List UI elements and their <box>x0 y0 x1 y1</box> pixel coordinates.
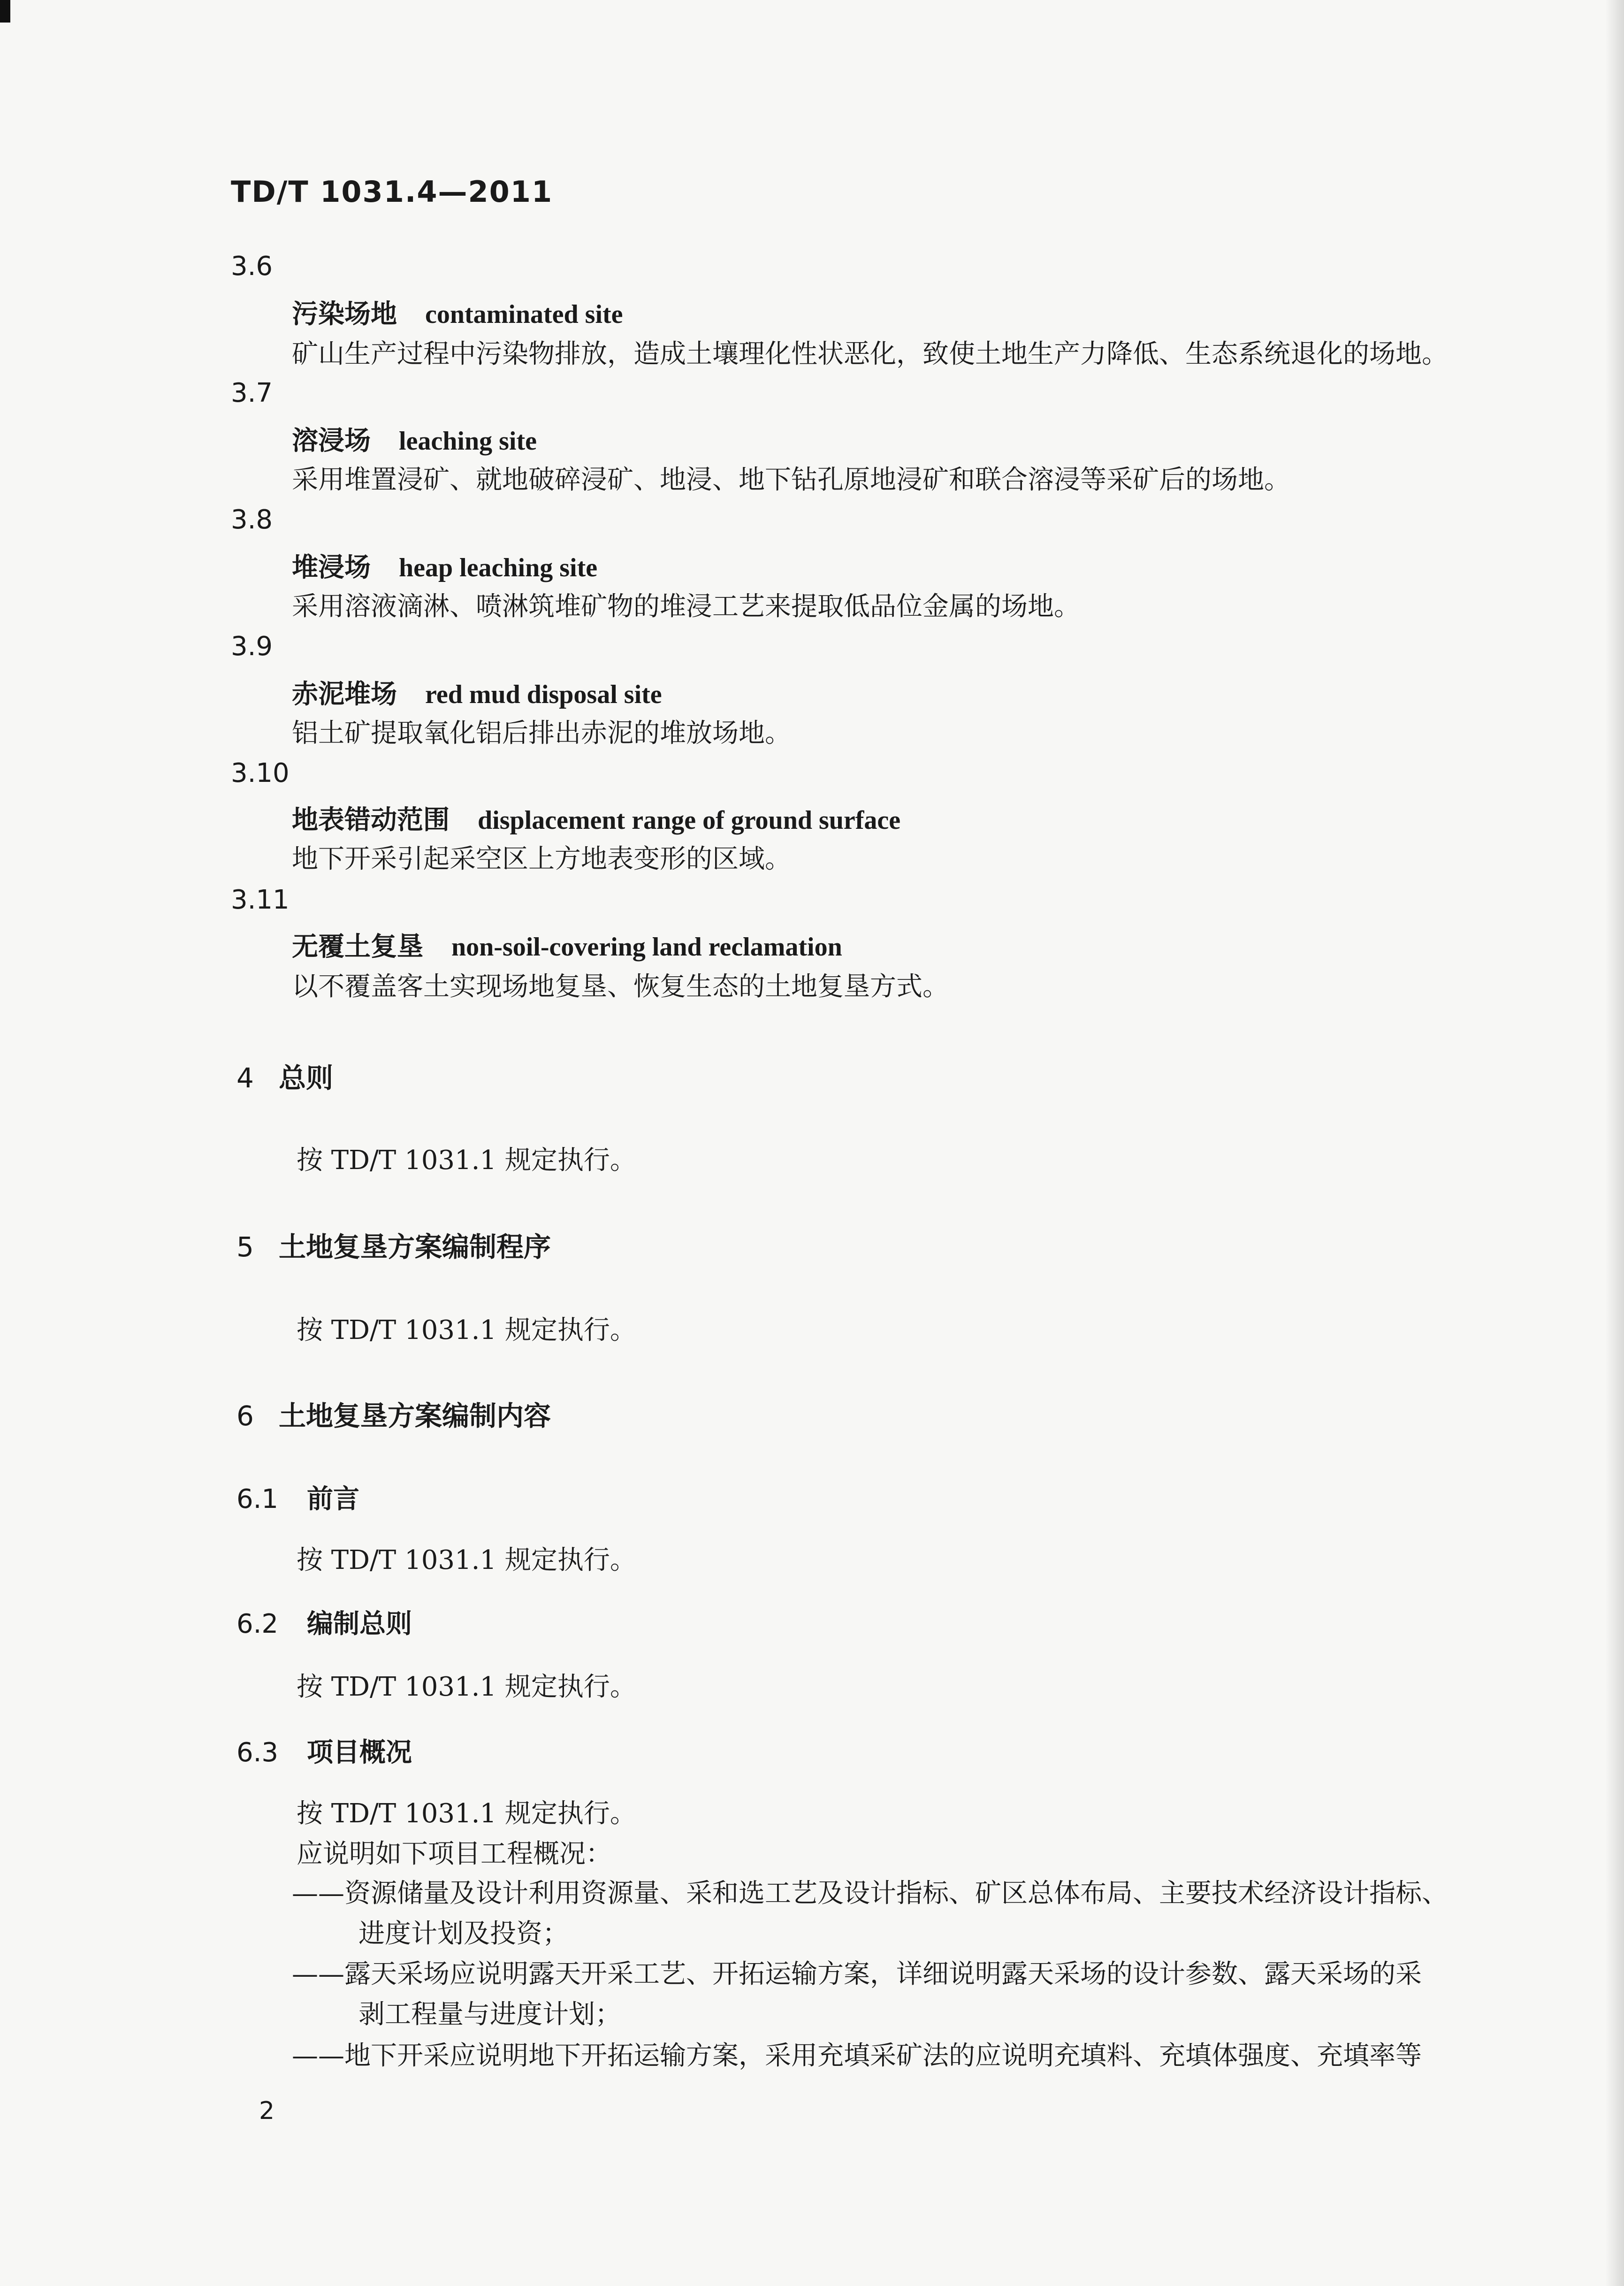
subsection-heading <box>236 1603 412 1641</box>
term-zh: 溶浸场 <box>292 425 371 456</box>
term-zh: 无覆土复垦 <box>292 931 423 962</box>
subsection-title: 编制总则 <box>307 1609 412 1639</box>
list-item: ——露天采场应说明露天开采工艺、开拓运输方案，详细说明露天采场的设计参数、露天采场的采 <box>292 1959 1422 1989</box>
term-definition: 采用堆置浸矿、就地破碎浸矿、地浸、地下钻孔原地浸矿和联合溶浸等采矿后的场地。 <box>292 465 1290 495</box>
term-heading <box>292 420 537 458</box>
term-zh: 堆浸场 <box>292 552 371 583</box>
term-zh: 赤泥堆场 <box>292 679 397 710</box>
section-title: 土地复垦方案编制程序 <box>279 1231 551 1263</box>
term-number: 3.11 <box>231 885 290 915</box>
term-number: 3.6 <box>231 251 273 282</box>
subsection-body: 按 TD/T 1031.1 规定执行。 <box>297 1672 636 1702</box>
term-heading <box>292 673 662 711</box>
term-heading <box>292 547 597 584</box>
subsection-number: 6.2 <box>236 1609 279 1639</box>
section-title: 总则 <box>279 1062 334 1094</box>
subsection-intro: 应说明如下项目工程概况： <box>297 1839 612 1869</box>
section-title: 土地复垦方案编制内容 <box>279 1400 551 1432</box>
scan-corner-mark <box>0 0 10 23</box>
term-heading <box>292 926 842 963</box>
term-en: leaching site <box>399 427 537 456</box>
subsection-body: 按 TD/T 1031.1 规定执行。 <box>297 1798 636 1829</box>
term-en: red mud disposal site <box>425 680 662 709</box>
scan-edge-shadow <box>1605 0 1624 2286</box>
standard-code-header: TD/T 1031.4—2011 <box>231 175 553 209</box>
term-en: non-soil-covering land reclamation <box>451 933 842 962</box>
subsection-heading <box>236 1732 412 1769</box>
term-en: heap leaching site <box>399 553 598 582</box>
section-heading <box>236 1056 333 1095</box>
list-item-continuation: 进度计划及投资； <box>358 1919 569 1949</box>
page-number: 2 <box>259 2097 275 2125</box>
term-number: 3.10 <box>231 758 290 788</box>
section-heading <box>236 1394 551 1433</box>
term-zh: 污染场地 <box>292 298 397 329</box>
list-item-continuation: 剥工程量与进度计划； <box>358 1999 621 2030</box>
term-number: 3.8 <box>231 505 273 535</box>
section-heading <box>236 1225 551 1264</box>
subsection-title: 前言 <box>307 1484 359 1514</box>
term-number: 3.7 <box>231 378 273 408</box>
term-en: displacement range of ground surface <box>478 806 901 835</box>
section-body: 按 TD/T 1031.1 规定执行。 <box>297 1315 636 1346</box>
term-definition: 铝土矿提取氧化铝后排出赤泥的堆放场地。 <box>292 718 791 749</box>
subsection-heading <box>236 1478 359 1516</box>
term-definition: 矿山生产过程中污染物排放，造成土壤理化性状恶化，致使土地生产力降低、生态系统退化的场地。 <box>292 339 1448 369</box>
term-en: contaminated site <box>425 300 623 329</box>
term-definition: 以不覆盖客土实现场地复垦、恢复生态的土地复垦方式。 <box>292 971 949 1002</box>
term-heading <box>292 799 900 837</box>
term-number: 3.9 <box>231 631 273 662</box>
subsection-body: 按 TD/T 1031.1 规定执行。 <box>297 1545 636 1575</box>
subsection-number: 6.1 <box>236 1484 279 1514</box>
list-item: ——资源储量及设计利用资源量、采和选工艺及设计指标、矿区总体布局、主要技术经济设计指标、 <box>292 1878 1448 1909</box>
section-number: 6 <box>236 1400 254 1432</box>
section-number: 5 <box>236 1231 254 1263</box>
subsection-title: 项目概况 <box>307 1737 412 1768</box>
subsection-number: 6.3 <box>236 1737 279 1768</box>
section-number: 4 <box>236 1062 254 1094</box>
term-definition: 采用溶液滴淋、喷淋筑堆矿物的堆浸工艺来提取低品位金属的场地。 <box>292 591 1080 622</box>
term-definition: 地下开采引起采空区上方地表变形的区域。 <box>292 844 791 874</box>
list-item: ——地下开采应说明地下开拓运输方案，采用充填采矿法的应说明充填料、充填体强度、充填率等 <box>292 2041 1422 2071</box>
term-heading <box>292 293 623 331</box>
term-zh: 地表错动范围 <box>292 804 450 835</box>
section-body: 按 TD/T 1031.1 规定执行。 <box>297 1145 636 1176</box>
